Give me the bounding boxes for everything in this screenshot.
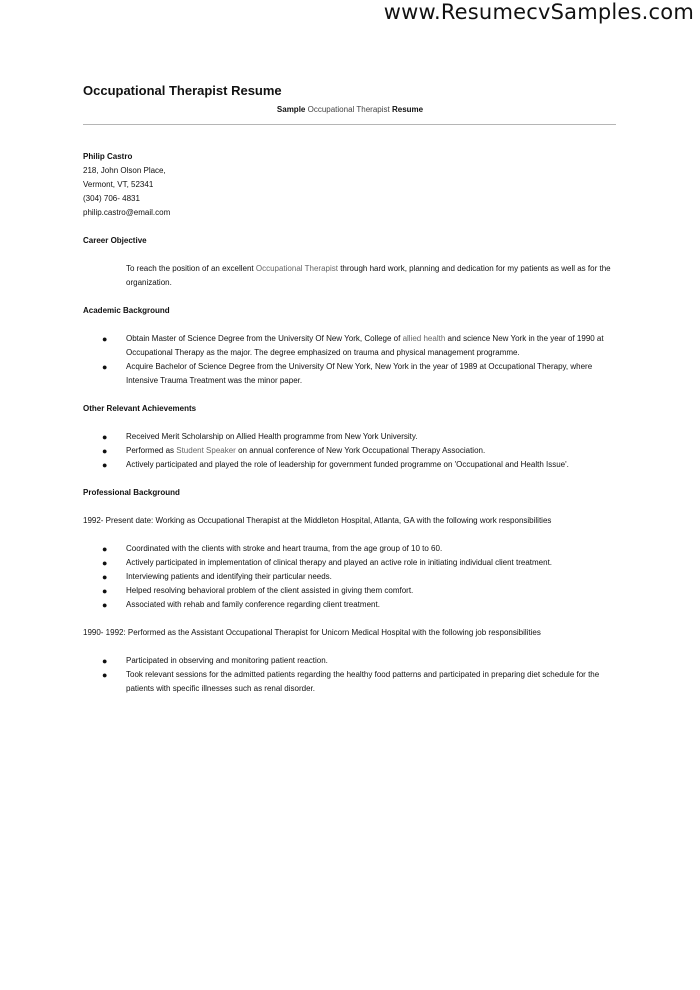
list-item (83, 430, 618, 444)
list-item (83, 332, 618, 360)
resume-body (83, 150, 618, 696)
job2-item-text: Took relevant sessions for the admitted patients regarding the healthy food patterns and participated in preparing diet schedule for the patients with specific illnesses such as renal disorder. (126, 670, 600, 693)
subtitle-suffix: Resume (391, 105, 424, 114)
academic-item2-text: Acquire Bachelor of Science Degree from the University Of New York, New York in the year of 1989 at Occupational Therapy, where Intensive Trauma Treatment was the minor paper. (126, 362, 593, 385)
job1-item-text: Associated with rehab and family conference regarding client treatment. (126, 600, 380, 609)
job2-item-text: Participated in observing and monitoring patient reaction. (126, 656, 328, 665)
contact-block (83, 150, 618, 220)
list-item (83, 668, 618, 696)
objective-text-end: through hard work, planning and dedication for my patients as well as for the organization. (126, 264, 611, 287)
professional-background-heading: Professional Background (83, 488, 180, 497)
list-item (83, 584, 618, 598)
list-item (83, 458, 618, 472)
job1-item-text: Interviewing patients and identifying their particular needs. (126, 572, 332, 581)
achievement-item2-start: Performed as (126, 446, 177, 455)
academic-item1-end: and science New York in the year of 1990 at Occupational Therapy as the major. The degree emphasized on trauma and physical management programme. (126, 334, 604, 357)
divider-line (83, 124, 616, 125)
subtitle-middle: Occupational Therapist (307, 105, 390, 114)
achievements-list (83, 430, 618, 472)
contact-address-line2: Vermont, VT, 52341 (83, 180, 154, 189)
list-item (83, 542, 618, 556)
resume-title: Occupational Therapist Resume (83, 83, 282, 98)
achievement-item1-text: Received Merit Scholarship on Allied Health programme from New York University. (126, 432, 418, 441)
allied-health-link[interactable]: allied health (402, 334, 446, 343)
career-objective-heading: Career Objective (83, 236, 147, 245)
contact-email: philip.castro@email.com (83, 208, 171, 217)
contact-name: Philip Castro (83, 152, 133, 161)
job2-summary: 1990- 1992: Performed as the Assistant Occupational Therapist for Unicorn Medical Hospital with the following job responsibilities (83, 628, 541, 637)
list-item (83, 556, 618, 570)
achievement-item3-text: Actively participated and played the role of leadership for government funded programme on 'Occupational and Health Issue'. (126, 460, 569, 469)
academic-background-heading: Academic Background (83, 306, 170, 315)
job1-responsibilities (83, 542, 618, 612)
bullet-icon: ● (102, 362, 108, 372)
job2-responsibilities (83, 654, 618, 696)
bullet-icon: ● (102, 572, 108, 582)
list-item (83, 570, 618, 584)
academic-list (83, 332, 618, 388)
list-item (83, 654, 618, 668)
contact-address-line1: 218, John Olson Place, (83, 166, 166, 175)
list-item (83, 444, 618, 458)
bullet-icon: ● (102, 586, 108, 596)
career-objective-text (126, 262, 618, 290)
objective-text-start: To reach the position of an excellent (126, 264, 256, 273)
academic-item1-start: Obtain Master of Science Degree from the University Of New York, College of (126, 334, 403, 343)
job1-item-text: Coordinated with the clients with stroke and heart trauma, from the age group of 10 to 60. (126, 544, 443, 553)
job1-item-text: Helped resolving behavioral problem of the client assisted in giving them comfort. (126, 586, 414, 595)
resume-subtitle (0, 105, 700, 114)
list-item (83, 360, 618, 388)
job1-item-text: Actively participated in implementation of clinical therapy and played an active role in initiating individual client treatment. (126, 558, 553, 567)
bullet-icon: ● (102, 460, 108, 470)
bullet-icon: ● (102, 600, 108, 610)
bullet-icon: ● (102, 446, 108, 456)
bullet-icon: ● (102, 558, 108, 568)
achievements-heading: Other Relevant Achievements (83, 404, 197, 413)
site-watermark: www.ResumecvSamples.com (383, 0, 694, 24)
occupational-therapist-link[interactable]: Occupational Therapist (255, 264, 338, 273)
bullet-icon: ● (102, 432, 108, 442)
contact-phone: (304) 706- 4831 (83, 194, 140, 203)
subtitle-prefix: Sample (276, 105, 306, 114)
bullet-icon: ● (102, 656, 108, 666)
bullet-icon: ● (102, 670, 108, 680)
student-speaker-link[interactable]: Student Speaker (176, 446, 236, 455)
job1-summary: 1992- Present date: Working as Occupational Therapist at the Middleton Hospital, Atlanta, GA with the following work responsibilities (83, 516, 552, 525)
list-item (83, 598, 618, 612)
achievement-item2-end: on annual conference of New York Occupational Therapy Association. (235, 446, 486, 455)
bullet-icon: ● (102, 544, 108, 554)
bullet-icon: ● (102, 334, 108, 344)
